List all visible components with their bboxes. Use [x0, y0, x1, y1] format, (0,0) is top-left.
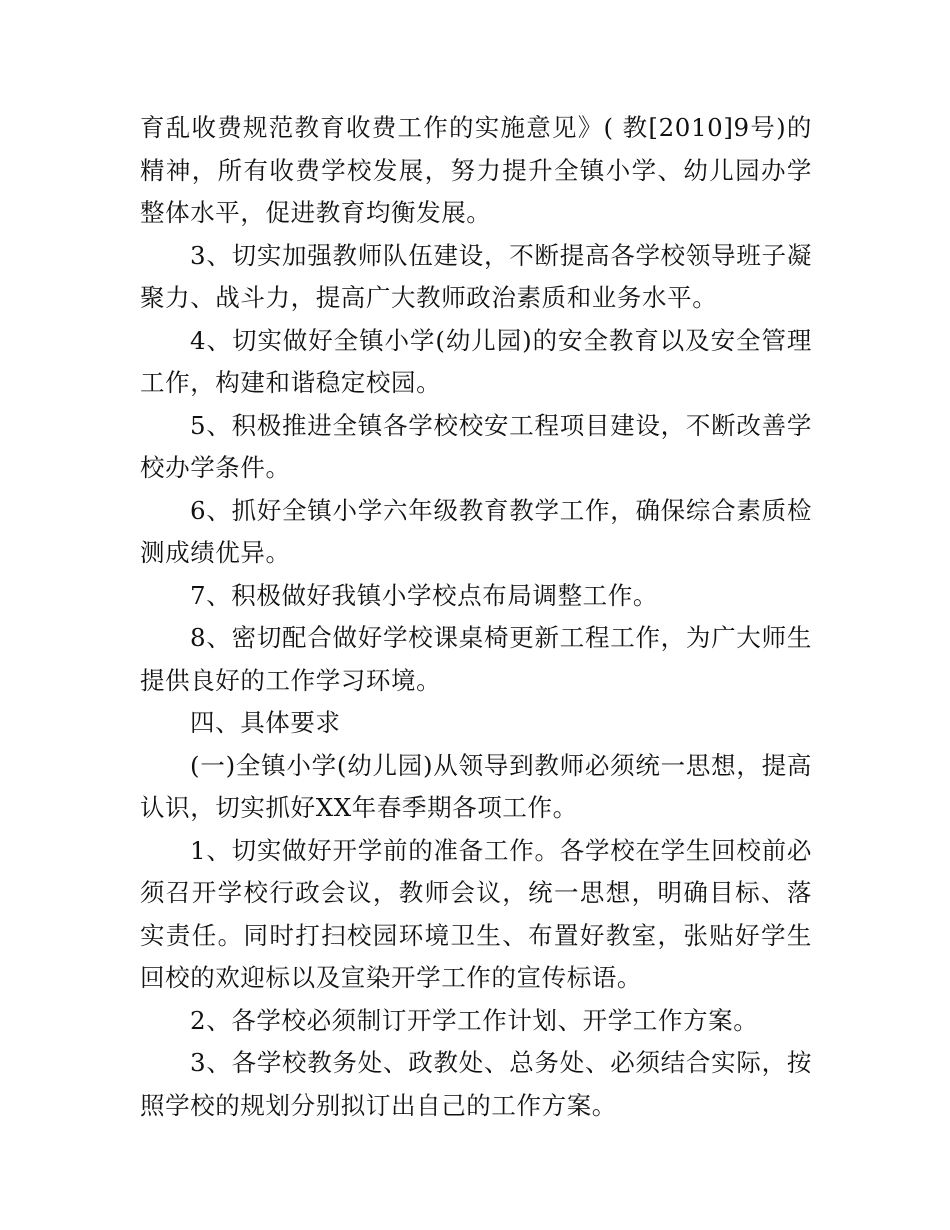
paragraph-req-2: 2、各学校必须制订开学工作计划、开学工作方案。	[190, 1005, 759, 1035]
paragraph-item-5: 5、积极推进全镇各学校校安工程项目建设，不断改善学校办学条件。	[140, 410, 812, 482]
paragraph-continuation: 育乱收费规范教育收费工作的实施意见》( 教[2010]9号)的精神，所有收费学校发展，努力提升全镇小学、幼儿园办学整体水平，促进教育均衡发展。	[140, 113, 812, 227]
subsection-one: (一)全镇小学(幼儿园)从领导到教师必须统一思想，提高认识，切实抓好XX年春季期各项工作。	[140, 750, 812, 822]
section-heading-requirements: 四、具体要求	[190, 708, 341, 737]
paragraph-item-3: 3、切实加强教师队伍建设，不断提高各学校领导班子凝聚力、战斗力，提高广大教师政治素质和业务水平。	[140, 240, 812, 312]
paragraph-item-6: 6、抓好全镇小学六年级教育教学工作，确保综合素质检测成绩优异。	[140, 495, 812, 567]
paragraph-item-4: 4、切实做好全镇小学(幼儿园)的安全教育以及安全管理工作，构建和谐稳定校园。	[140, 325, 812, 397]
document-page	[140, 107, 812, 1127]
paragraph-item-7: 7、积极做好我镇小学校点布局调整工作。	[190, 580, 658, 610]
paragraph-req-1: 1、切实做好开学前的准备工作。各学校在学生回校前必须召开学校行政会议，教师会议，统一思想，明确目标、落实责任。同时打扫校园环境卫生、布置好教室，张贴好学生回校的欢迎标以及宣染开学工作的宣传标语。	[140, 835, 812, 992]
paragraph-item-8: 8、密切配合做好学校课桌椅更新工程工作，为广大师生提供良好的工作学习环境。	[140, 623, 812, 695]
paragraph-req-3: 3、各学校教务处、政教处、总务处、必须结合实际，按照学校的规划分别拟订出自己的工作方案。	[140, 1048, 812, 1120]
